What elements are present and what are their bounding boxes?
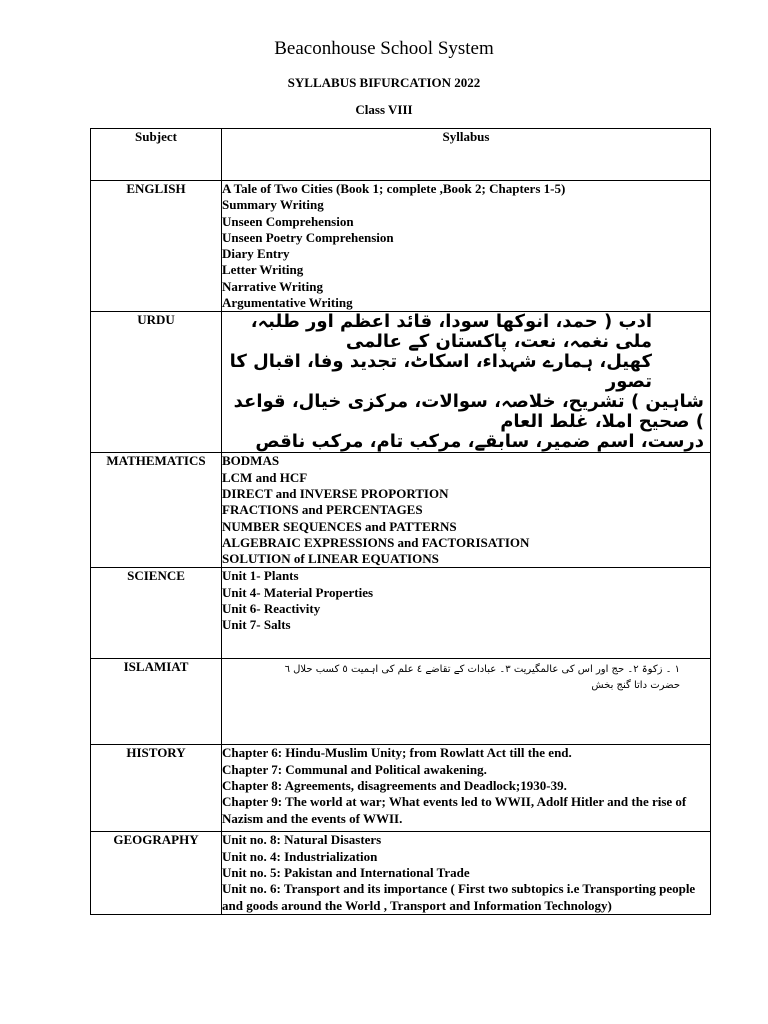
syllabus-geography <box>222 832 711 914</box>
syllabus-line: Unit 4- Material Properties <box>222 584 374 600</box>
syllabus-line: Unit no. 5: Pakistan and International Trade <box>222 865 470 881</box>
table-row-english <box>91 181 711 312</box>
urdu-line: شاہین ) تشریح، خلاصہ، سوالات، مرکزی خیال، قواعد ) صحیح املا، غلط العام <box>233 391 704 433</box>
syllabus-line: Unit 7- Salts <box>222 617 291 633</box>
urdu-line: ادب ( حمد، انوکھا سودا، قائد اعظم اور طلبہ، ملی نغمہ، نعت، پاکستان کے عالمی <box>250 311 652 353</box>
table-row-islamiat <box>91 659 711 745</box>
header-subject: Subject <box>91 129 222 181</box>
syllabus-urdu <box>222 312 711 453</box>
syllabus-line: Letter Writing <box>222 262 304 278</box>
syllabus-line: Unit 1- Plants <box>222 568 299 584</box>
syllabus-mathematics <box>222 453 711 568</box>
table-header-row <box>91 129 711 181</box>
subject-geography: GEOGRAPHY <box>91 832 222 914</box>
syllabus-line: Diary Entry <box>222 246 290 262</box>
syllabus-line: Chapter 7: Communal and Political awakening. <box>222 761 487 777</box>
syllabus-line: BODMAS <box>222 453 280 469</box>
islamiat-line: حضرت داتا گنج بخش <box>591 680 680 692</box>
class-label: Class VIII <box>355 102 413 117</box>
subject-history: HISTORY <box>91 745 222 832</box>
syllabus-line: Unit no. 8: Natural Disasters <box>222 832 382 848</box>
islamiat-line: ١ ۔ زکوۃ ٢۔ حج اور اس کی عالمگیریت ٣۔ عبادات کے تقاضے ٤ علم کی اہمیت ٥ کسب حلال ٦ <box>284 664 680 676</box>
syllabus-line: Unit no. 6: Transport and its importance ( First two subtopics i.e Transporting people and goods around the World , Transport and Information Technology) <box>222 881 696 913</box>
syllabus-line: Argumentative Writing <box>222 295 353 311</box>
subject-islamiat: ISLAMIAT <box>91 659 222 745</box>
syllabus-islamiat <box>222 659 711 745</box>
syllabus-line: A Tale of Two Cities (Book 1; complete ,Book 2; Chapters 1-5) <box>222 181 566 196</box>
syllabus-line: FRACTIONS and PERCENTAGES <box>222 502 423 518</box>
syllabus-line: Unseen Comprehension <box>222 213 354 229</box>
table-row-science <box>91 568 711 659</box>
syllabus-line: Summary Writing <box>222 197 324 213</box>
document-title: Beaconhouse School System <box>274 38 494 59</box>
syllabus-history <box>222 745 711 832</box>
table-row-geography <box>91 832 711 914</box>
syllabus-line: Unit no. 4: Industrialization <box>222 848 378 864</box>
subject-mathematics: MATHEMATICS <box>91 453 222 568</box>
syllabus-line: Chapter 6: Hindu-Muslim Unity; from Rowlatt Act till the end. <box>222 745 572 761</box>
syllabus-table <box>90 128 711 915</box>
subject-english: ENGLISH <box>91 181 222 312</box>
urdu-line: درست، اسم ضمیر، سابقے، مرکب تام، مرکب ناقص <box>255 431 704 453</box>
syllabus-line: LCM and HCF <box>222 469 308 485</box>
syllabus-line: Unit 6- Reactivity <box>222 601 321 617</box>
subject-science: SCIENCE <box>91 568 222 659</box>
table-row-urdu <box>91 312 711 453</box>
syllabus-line: NUMBER SEQUENCES and PATTERNS <box>222 518 457 534</box>
syllabus-line: SOLUTION of LINEAR EQUATIONS <box>222 551 439 567</box>
document-subtitle: SYLLABUS BIFURCATION 2022 <box>287 75 481 90</box>
table-row-history <box>91 745 711 832</box>
syllabus-line: DIRECT and INVERSE PROPORTION <box>222 485 449 501</box>
syllabus-line: ALGEBRAIC EXPRESSIONS and FACTORISATION <box>222 534 530 550</box>
subject-urdu: URDU <box>91 312 222 453</box>
syllabus-line: Unseen Poetry Comprehension <box>222 229 394 245</box>
syllabus-english <box>222 181 711 312</box>
syllabus-science <box>222 568 711 659</box>
urdu-line: کھیل، ہمارے شہداء، اسکاٹ، تجدید وفا، اقبال کا تصور <box>229 351 652 393</box>
syllabus-line: Narrative Writing <box>222 278 323 294</box>
table-row-mathematics <box>91 453 711 568</box>
syllabus-line: Chapter 8: Agreements, disagreements and Deadlock;1930-39. <box>222 778 567 794</box>
header-syllabus: Syllabus <box>222 129 711 181</box>
syllabus-line: Chapter 9: The world at war; What events led to WWII, Adolf Hitler and the rise of Nazism and the events of WWII. <box>222 794 687 826</box>
